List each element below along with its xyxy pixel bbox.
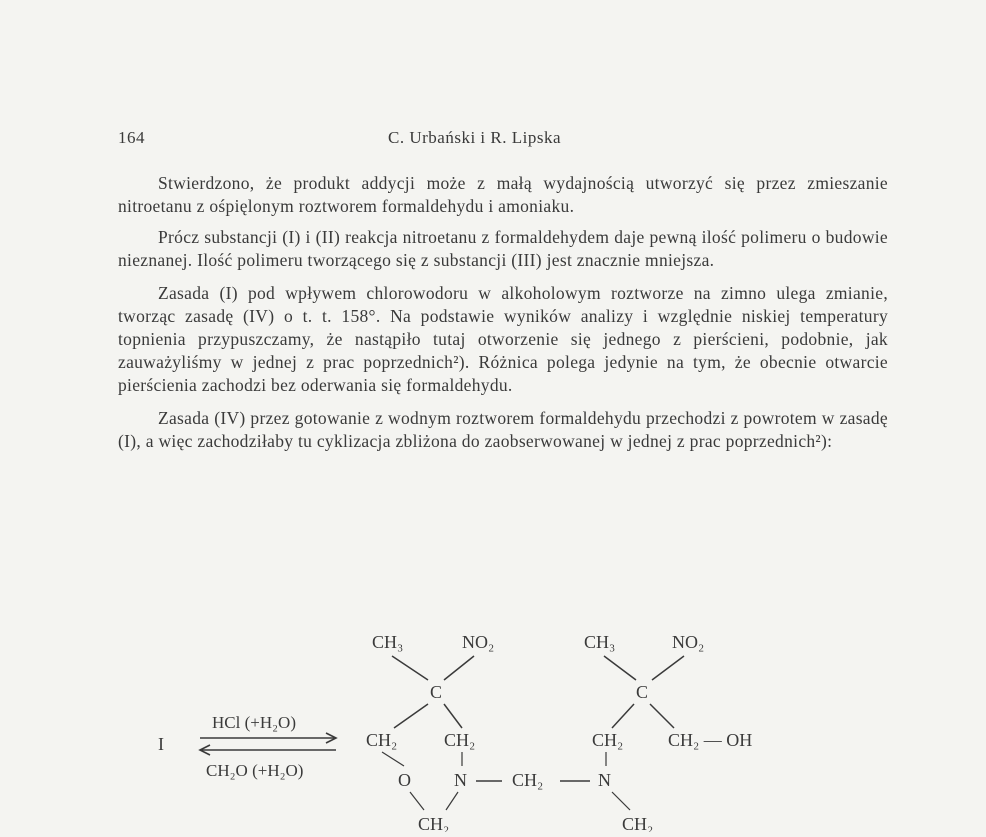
left-bond-ch2-b xyxy=(444,704,462,728)
reagent-bottom-label: CH₂O (+H₂O) xyxy=(206,761,304,780)
left-bond-ch3 xyxy=(392,656,428,680)
reagent-top-label: HCl (+H₂O) xyxy=(212,713,296,732)
bottom-ch2-left: CH₂ xyxy=(418,814,450,832)
oxygen-atom: O xyxy=(398,770,411,790)
right-ch2oh: CH₂ — OH xyxy=(668,730,753,750)
right-bond-ch3 xyxy=(604,656,636,680)
paragraph-4: Zasada (IV) przez gotowanie z wodnym roztworem formaldehydu przechodzi z powrotem w zasadę (I), a więc zachodziłaby tu cyklizacja zbliżona do zaobserwowanej w jednej z prac poprzednich²): xyxy=(118,408,888,451)
right-no2-group: NO₂ xyxy=(672,632,705,652)
left-central-carbon: C xyxy=(430,682,443,702)
bond-o-ch2 xyxy=(410,792,424,810)
paragraph-3: Zasada (I) pod wpływem chlorowodoru w alkoholowym roztworze na zimno ulega zmianie, tworząc zasadę (IV) o t. t. 158°. Na podstawie wyników analizy i względnie niskiej temperatury topnienia przypuszczamy, że nastąpiło tutaj otworzenie się jednego z pierścieni, podobnie, jak zauważyliśmy w jednej z prac poprzednich²). Różnica polega jedynie na tym, że obecnie otwarcie pierścienia zachodzi bez oderwania się formaldehydu. xyxy=(118,283,888,395)
left-ch2-a: CH₂ xyxy=(366,730,398,750)
nitrogen-atom-1: N xyxy=(454,770,467,790)
bond-n1-ch2-bottom xyxy=(446,792,458,810)
bottom-ch2-right: CH₂ xyxy=(622,814,654,832)
page-number: 164 xyxy=(118,128,145,147)
right-bond-ch2 xyxy=(612,704,634,728)
right-bond-ch2oh xyxy=(650,704,674,728)
left-bond-no2 xyxy=(444,656,474,680)
reaction-scheme-svg xyxy=(0,600,986,832)
body-text xyxy=(118,172,888,463)
start-compound-label: I xyxy=(158,734,164,754)
right-ch3-group: CH₃ xyxy=(584,632,616,652)
right-bond-no2 xyxy=(652,656,684,680)
left-ch3-group: CH₃ xyxy=(372,632,404,652)
right-ch2: CH₂ xyxy=(592,730,624,750)
bond-n2-ch2-bottom xyxy=(612,792,630,810)
reaction-scheme xyxy=(0,600,986,832)
paragraph-2: Prócz substancji (I) i (II) reakcja nitroetanu z formaldehydem daje pewną ilość polimeru o budowie nieznanej. Ilość polimeru tworzącego się z substancji (III) jest znacznie mniejsza. xyxy=(118,227,888,270)
right-central-carbon: C xyxy=(636,682,649,702)
page-header xyxy=(118,128,888,152)
left-bond-ch2-a xyxy=(394,704,428,728)
left-no2-group: NO₂ xyxy=(462,632,495,652)
left-ch2-b: CH₂ xyxy=(444,730,476,750)
paragraph-1: Stwierdzono, że produkt addycji może z małą wydajnością utworzyć się przez zmieszanie nitroetanu z ośpięlonym roztworem formaldehydu i amoniaku. xyxy=(118,173,888,216)
running-title: C. Urbański i R. Lipska xyxy=(388,128,561,147)
nitrogen-atom-2: N xyxy=(598,770,611,790)
bridge-ch2: CH₂ xyxy=(512,770,544,790)
left-bond-o xyxy=(382,752,404,766)
